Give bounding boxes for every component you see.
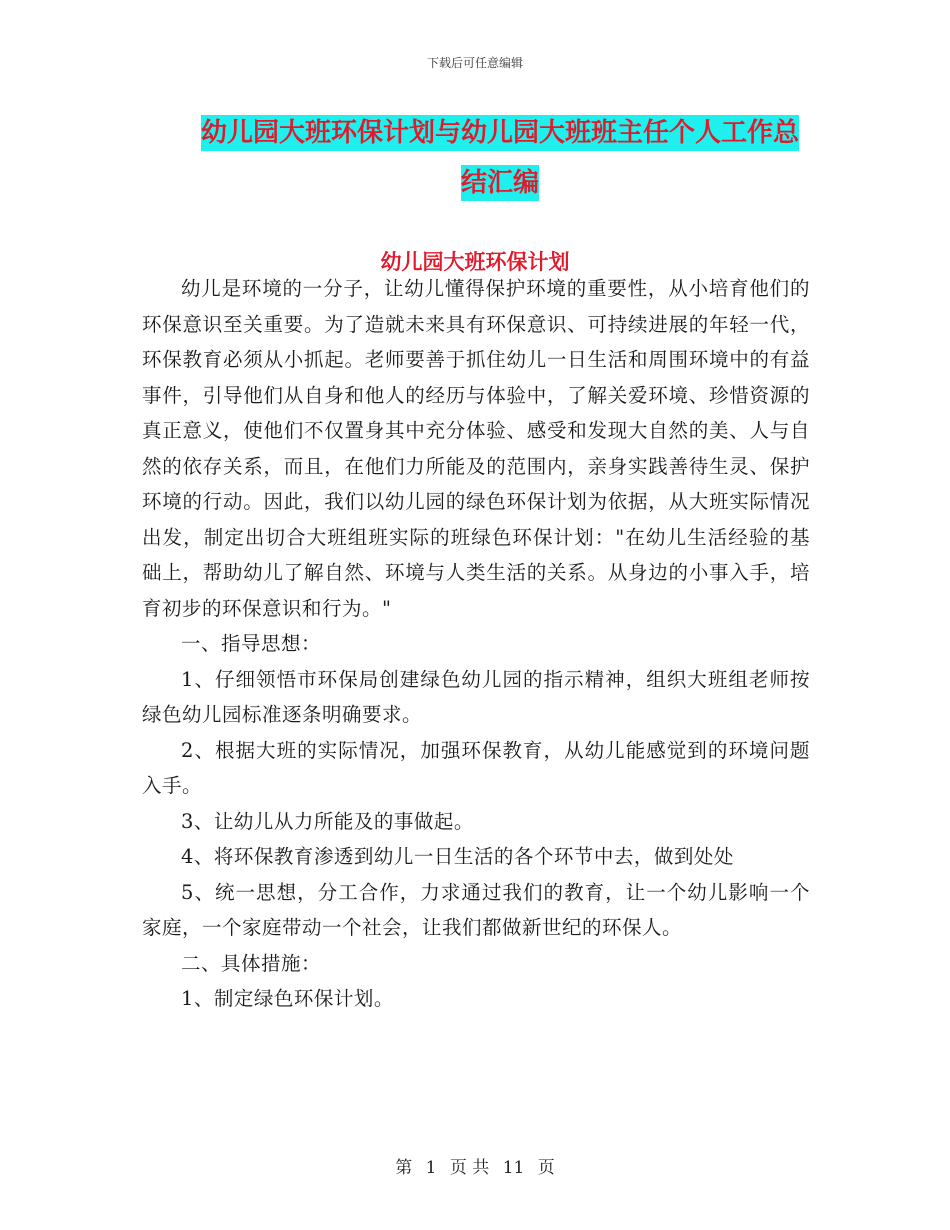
page-footer	[0, 1153, 950, 1178]
document-title	[140, 108, 860, 208]
paragraph-intro: 幼儿是环境的一分子，让幼儿懂得保护环境的重要性，从小培育他们的环保意识至关重要。为了造就未来具有环保意识、可持续进展的年轻一代，环保教育必须从小抓起。老师要善于抓住幼儿一日生活和周围环境中的有益事件，引导他们从自身和他人的经历与体验中，了解关爱环境、珍惜资源的真正意义，使他们不仅置身其中充分体验、感受和发现大自然的美、人与自然的依存关系，而且，在他们力所能及的范围内，亲身实践善待生灵、保护环境的行动。因此，我们以幼儿园的绿色环保计划为依据，从大班实际情况出发，制定出切合大班组班实际的班绿色环保计划："在幼儿生活经验的基础上，帮助幼儿了解自然、环境与人类生活的关系。从身边的小事入手，培育初步的环保意识和行为。"	[142, 277, 810, 620]
list-item: 1、制定绿色环保计划。	[181, 987, 394, 1010]
heading-specific-measures: 二、具体措施：	[181, 951, 322, 975]
footer-prefix: 第	[395, 1158, 413, 1178]
list-item: 1、仔细领悟市环保局创建绿色幼儿园的指示精神，组织大班组老师按绿色幼儿园标准逐条明确要求。	[142, 667, 810, 726]
document-body	[142, 271, 810, 1017]
list-item: 3、让幼儿从力所能及的事做起。	[181, 809, 474, 833]
list-item: 4、将环保教育渗透到幼儿一日生活的各个环节中去，做到处处	[181, 845, 734, 868]
list-item: 5、统一思想，分工合作，力求通过我们的教育，让一个幼儿影响一个家庭，一个家庭带动一个社会，让我们都做新世纪的环保人。	[142, 880, 810, 939]
footer-middle: 页 共	[449, 1158, 490, 1178]
heading-guiding-thought: 一、指导思想：	[181, 632, 322, 655]
header-note: 下载后可任意编辑	[426, 56, 523, 70]
footer-suffix: 页	[537, 1158, 555, 1178]
title-line-2: 结汇编	[461, 165, 539, 201]
page-number: 1	[425, 1158, 437, 1178]
title-line-1: 幼儿园大班环保计划与幼儿园大班班主任个人工作总	[201, 115, 799, 151]
page-total: 11	[502, 1158, 525, 1178]
section-title: 幼儿园大班环保计划	[380, 250, 570, 274]
list-item: 2、根据大班的实际情况，加强环保教育，从幼儿能感觉到的环境问题入手。	[142, 738, 810, 797]
